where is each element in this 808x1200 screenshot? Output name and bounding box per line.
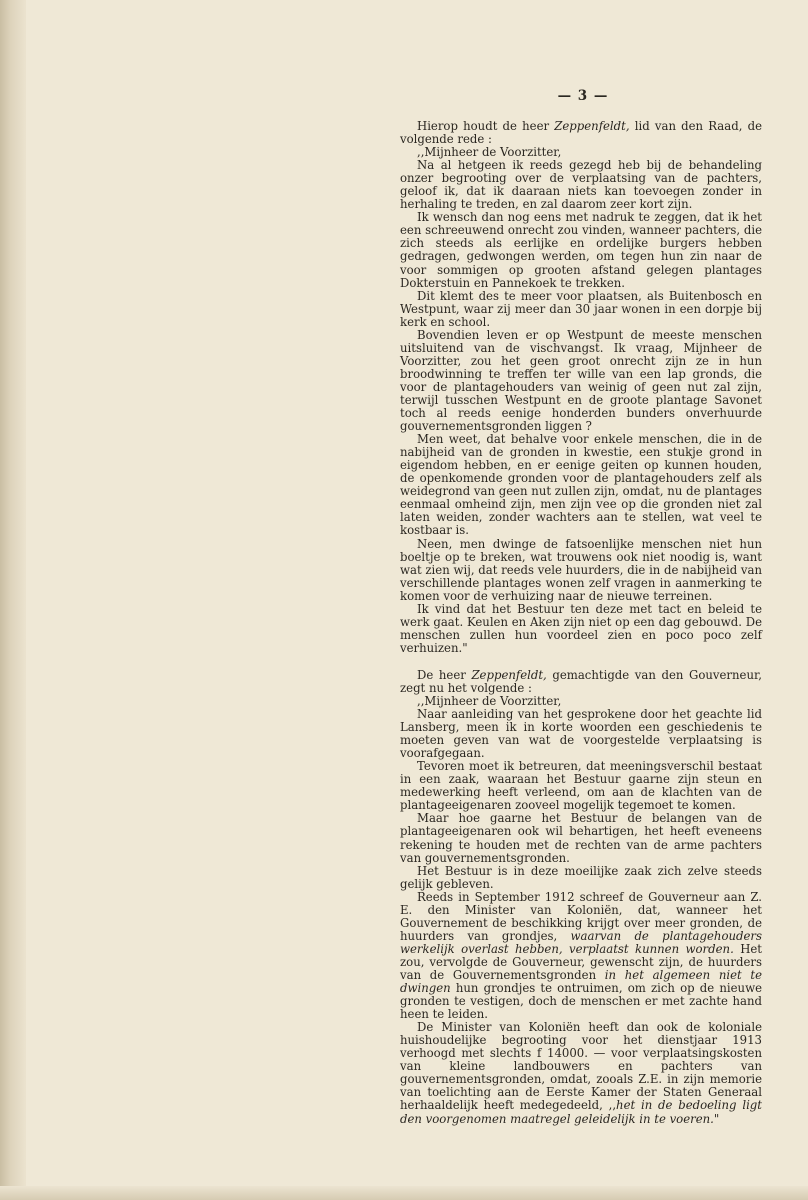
paragraph: De Minister van Koloniën heeft dan ook de koloniale huishoudelijke begrooting voor het dienstjaar 1913 verhoogd met slechts f 14000. — voor verplaatsingskosten van kleine landbouwers en pachters van gouvernementsgronden, omdat, zooals Z.E. in zijn memorie van toelichting aan de Eerste Kamer der Staten Generaal herhaaldelijk heeft medegedeeld, ,,het in de bedoeling ligt den voorgenomen maatregel geleidelijk in te voeren." (400, 1020, 762, 1126)
paragraph-salutation: ,,Mijnheer de Voorzitter, (417, 694, 562, 709)
paragraph: Reeds in September 1912 schreef de Gouverneur aan Z. E. den Minister van Koloniën, dat, wanneer het Gouvernement de beschikking krijgt over meer gronden, de huurders van grondjes, waarvan de plantagehouders werkelijk overlast hebben, verplaatst kunnen worden. Het zou, vervolgde de Gouverneur, gewenscht zijn, de huurders van de Gouvernementsgronden in het algemeen niet te dwingen hun grondjes te ontruimen, om zich op de nieuwe gronden te vestigen, doch de menschen er met zachte hand heen te leiden. (400, 889, 762, 1022)
paragraph: Naar aanleiding van het gesprokene door het geachte lid Lansberg, meen ik in korte woorden een geschiedenis te moeten geven van wat de voorgestelde verplaatsing is voorafgegaan. (400, 707, 762, 761)
paragraph: Dit klemt des te meer voor plaatsen, als Buitenbosch en Westpunt, waar zij meer dan 30 jaar wonen in een dorpje bij kerk en school. (400, 288, 762, 329)
paragraph: Bovendien leven er op Westpunt de meeste menschen uitsluitend van de vischvangst. Ik vraag, Mijnheer de Voorzitter, zou het geen groot onrecht zijn ze in hun broodwinning te treffen ter wille van een lap gronds, die voor de plantagehouders van weinig of geen nut zal zijn, terwijl tusschen Westpunt en de groote plantage Savonet toch al reeds eenige honderden bunders onverhuurde gouvernementsgronden liggen ? (400, 327, 762, 434)
paragraph: Ik vind dat het Bestuur ten deze met tact en beleid te werk gaat. Keulen en Aken zijn niet op een dag gebouwd. De menschen zullen hun voordeel zien en poco poco zelf verhuizen." (400, 601, 762, 655)
paragraph-salutation: ,,Mijnheer de Voorzitter, (417, 145, 562, 160)
paragraph-intro-speaker: Hierop houdt de heer Zeppenfeldt, lid van den Raad, de volgende rede : (400, 119, 762, 147)
paragraph: Men weet, dat behalve voor enkele menschen, die in de nabijheid van de gronden in kwestie, een stukje grond in eigendom hebben, en er eenige geiten op kunnen houden, de openkomende gronden voor de plantagehouders zelf als weidegrond van geen nut zullen zijn, omdat, nu de plantages eenmaal omheind zijn, men zijn vee op die gronden niet zal laten weiden, zonder wachters aan te stellen, wat veel te kostbaar is. (400, 432, 762, 538)
paragraph: Ik wensch dan nog eens met nadruk te zeggen, dat ik het een schreeuwend onrecht zou vinden, wanneer pachters, die zich steeds als eerlijke en ordelijke burgers hebben gedragen, gedwongen werden, om tegen hun zin naar de voor sommigen op grooten afstand gelegen plantages Dokterstuin en Pannekoek te trekken. (400, 210, 762, 290)
paragraph: Neen, men dwinge de fatsoenlijke menschen niet hun boeltje op te breken, wat trouwens ook niet noodig is, want wat zien wij, dat reeds vele huurders, die in de nabijheid van verschillende plantages wonen zelf vragen in aanmerking te komen voor de verhuizing naar de nieuwe terreinen. (400, 536, 762, 603)
page-left-edge (0, 0, 26, 1200)
text-column (400, 120, 762, 1126)
paragraph: Na al hetgeen ik reeds gezegd heb bij de behandeling onzer begrooting over de verplaatsing van de pachters, geloof ik, dat ik daaraan niets kan toevoegen zonder in herhaling te treden, en zal daarom zeer kort zijn. (400, 158, 762, 212)
paragraph-intro-speaker: De heer Zeppenfeldt, gemachtigde van den Gouverneur, zegt nu het volgende : (400, 667, 763, 695)
page-bottom-edge (0, 1186, 808, 1200)
page-number: — 3 — (557, 88, 609, 104)
paragraph: Tevoren moet ik betreuren, dat meeningsverschil bestaat in een zaak, waaraan het Bestuur gaarne zijn steun en medewerking heeft verleend, om aan de klachten van de plantageeigenaren zooveel mogelijk tegemoet te komen. (400, 759, 762, 813)
paragraph: Het Bestuur is in deze moeilijke zaak zich zelve steeds gelijk gebleven. (400, 863, 762, 891)
paragraph: Maar hoe gaarne het Bestuur de belangen van de plantageeigenaren ook wil behartigen, het heeft eveneens rekening te houden met de rechten van de arme pachters van gouvernementsgronden. (400, 811, 762, 865)
